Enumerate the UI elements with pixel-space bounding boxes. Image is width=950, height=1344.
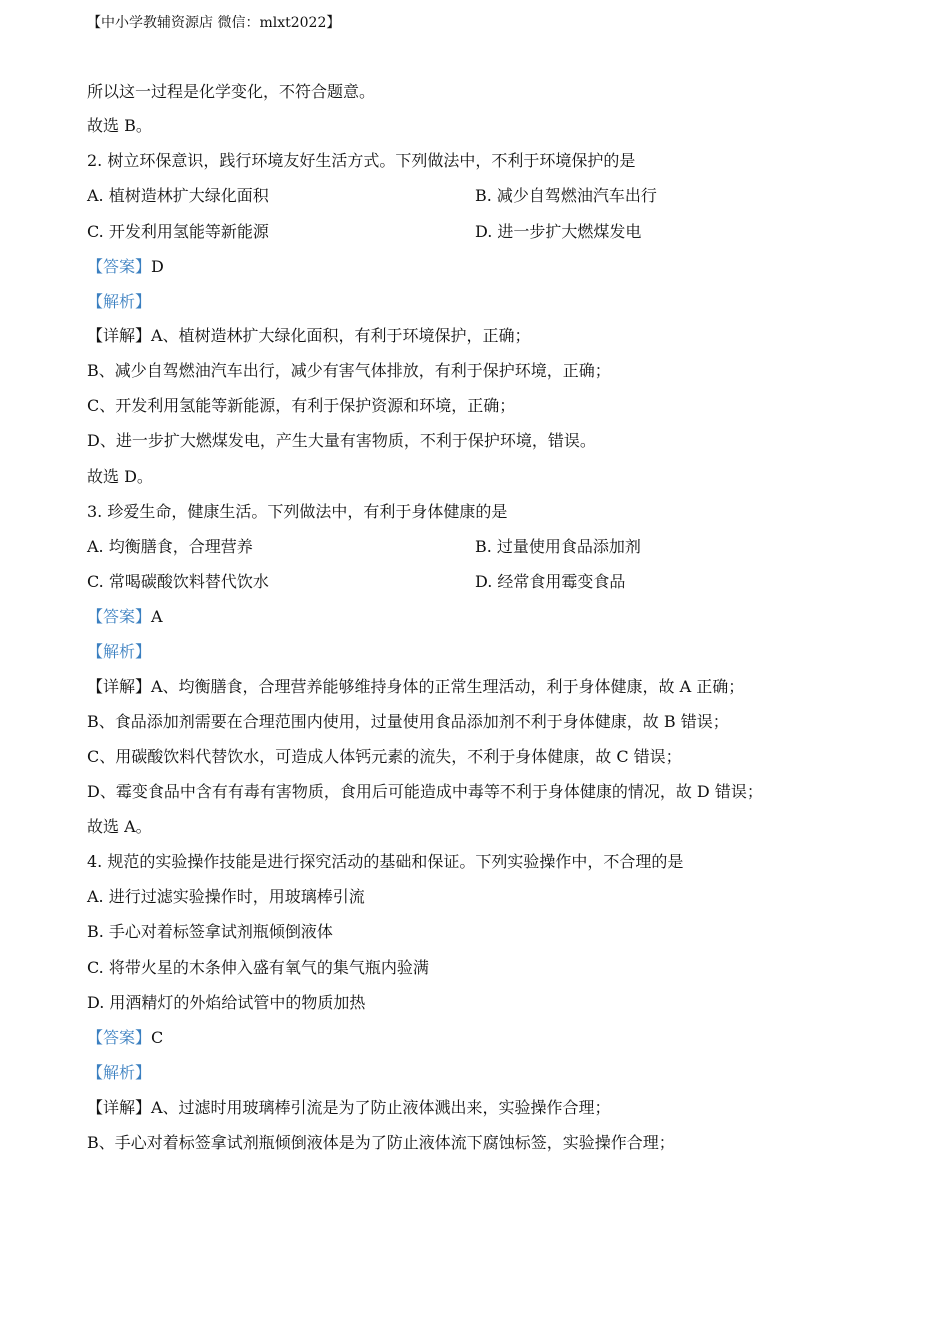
q4-analysis-tag: 【解析】	[87, 1063, 152, 1082]
q2-detail-2: B、减少自驾燃油汽车出行，减少有害气体排放，有利于保护环境，正确；	[87, 361, 611, 380]
answer-value: D	[151, 257, 164, 276]
q2-detail-1: 【详解】A、植树造林扩大绿化面积，有利于环境保护，正确；	[87, 326, 531, 345]
q4-option-b: B. 手心对着标签拿试剂瓶倾倒液体	[87, 922, 333, 941]
q2-detail-4: D、进一步扩大燃煤发电，产生大量有害物质，不利于保护环境，错误。	[87, 431, 596, 450]
q3-analysis-tag: 【解析】	[87, 642, 152, 661]
q2-analysis-tag: 【解析】	[87, 292, 152, 311]
q4-stem: 4. 规范的实验操作技能是进行探究活动的基础和保证。下列实验操作中，不合理的是	[87, 852, 684, 871]
answer-tag: 【答案】	[87, 607, 152, 626]
q2-conclusion: 故选 D。	[87, 467, 153, 486]
answer-value: C	[151, 1028, 164, 1047]
q4-detail-2: B、手心对着标签拿试剂瓶倾倒液体是为了防止液体流下腐蚀标签，实验操作合理；	[87, 1133, 675, 1152]
q3-option-b: B. 过量使用食品添加剂	[475, 537, 641, 556]
q2-option-b: B. 减少自驾燃油汽车出行	[475, 186, 657, 205]
q3-option-c: C. 常喝碳酸饮料替代饮水	[87, 572, 269, 591]
q3-detail-3: C、用碳酸饮料代替饮水，可造成人体钙元素的流失，不利于身体健康，故 C 错误；	[87, 747, 682, 766]
q2-answer	[87, 257, 164, 277]
q4-detail-1: 【详解】A、过滤时用玻璃棒引流是为了防止液体溅出来，实验操作合理；	[87, 1098, 611, 1117]
answer-tag: 【答案】	[87, 257, 152, 276]
q3-detail-4: D、霉变食品中含有有毒有害物质，食用后可能造成中毒等不利于身体健康的情况，故 D 错误；	[87, 782, 763, 801]
prev-conclusion-text: 所以这一过程是化学变化，不符合题意。	[87, 82, 376, 101]
q2-stem: 2. 树立环保意识，践行环境友好生活方式。下列做法中，不利于环境保护的是	[87, 151, 636, 170]
q4-answer	[87, 1028, 163, 1048]
page-header: 【中小学教辅资源店 微信：mlxt2022】	[87, 15, 341, 31]
q4-option-d: D. 用酒精灯的外焰给试管中的物质加热	[87, 993, 366, 1012]
answer-value: A	[151, 607, 163, 626]
q2-detail-3: C、开发利用氢能等新能源，有利于保护资源和环境，正确；	[87, 396, 516, 415]
q2-option-a: A. 植树造林扩大绿化面积	[87, 186, 269, 205]
q3-answer	[87, 607, 163, 627]
q2-option-d: D. 进一步扩大燃煤发电	[475, 222, 642, 241]
q3-conclusion: 故选 A。	[87, 817, 152, 836]
q3-option-a: A. 均衡膳食，合理营养	[87, 537, 253, 556]
q4-option-a: A. 进行过滤实验操作时，用玻璃棒引流	[87, 887, 365, 906]
q2-option-c: C. 开发利用氢能等新能源	[87, 222, 269, 241]
q3-option-d: D. 经常食用霉变食品	[475, 572, 626, 591]
q3-detail-2: B、食品添加剂需要在合理范围内使用，过量使用食品添加剂不利于身体健康，故 B 错误；	[87, 712, 729, 731]
q4-option-c: C. 将带火星的木条伸入盛有氧气的集气瓶内验满	[87, 958, 429, 977]
prev-answer-choice: 故选 B。	[87, 116, 152, 135]
answer-tag: 【答案】	[87, 1028, 152, 1047]
q3-detail-1: 【详解】A、均衡膳食，合理营养能够维持身体的正常生理活动，利于身体健康，故 A 正确；	[87, 677, 745, 696]
q3-stem: 3. 珍爱生命，健康生活。下列做法中，有利于身体健康的是	[87, 502, 508, 521]
